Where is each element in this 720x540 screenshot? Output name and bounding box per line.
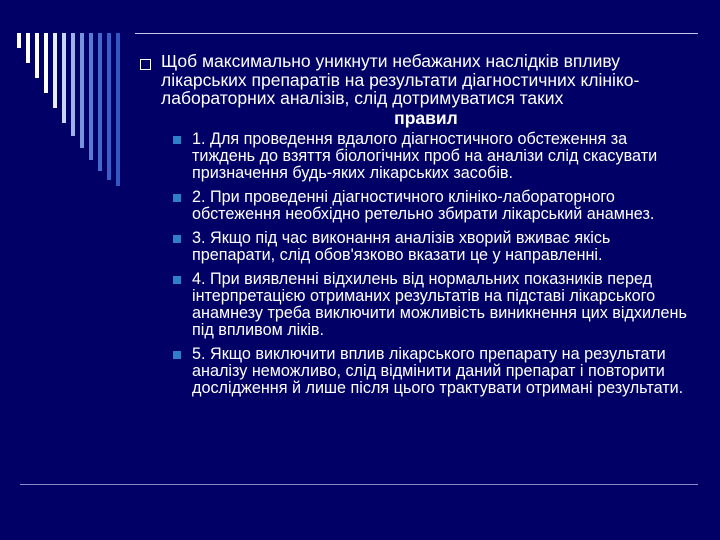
decorative-stripes [17, 33, 137, 188]
sub-bullet-text: 5. Якщо виключити вплив лікарського препарату на результати аналізу неможливо, слід відмінити даний препарат і повторити дослідження й лише після цього трактувати отримані результати. [192, 345, 684, 397]
list-item [173, 131, 710, 182]
sub-bullet-text: 3. Якщо під час виконання аналізів хворий вживає якісь препарати, слід обов'язково вказати це у направленні. [192, 229, 611, 264]
main-bullet [140, 52, 710, 127]
filled-square-icon [173, 235, 181, 243]
list-item [173, 271, 710, 339]
bottom-rule [20, 484, 698, 485]
list-item [173, 230, 710, 264]
top-rule [135, 33, 698, 34]
filled-square-icon [173, 194, 181, 202]
sub-bullet-list [140, 131, 710, 397]
main-bullet-text: Щоб максимально уникнути небажаних наслідків впливу лікарських препаратів на результати діагностичних клініко-лабораторних аналізів, слід дотримуватися таких [161, 51, 640, 108]
filled-square-icon [173, 136, 181, 144]
list-item [173, 346, 710, 397]
filled-square-icon [173, 276, 181, 284]
main-bullet-text-block [161, 52, 691, 127]
sub-bullet-text: 2. При проведенні діагностичного клініко-лабораторного обстеження необхідно ретельно збирати лікарський анамнез. [192, 188, 655, 223]
filled-square-icon [173, 351, 181, 359]
slide-content [140, 52, 710, 404]
sub-bullet-text: 1. Для проведення вдалого діагностичного обстеження за тиждень до взяття біологічних проб на аналізи слід скасувати призначення будь-яких лікарських засобів. [192, 130, 658, 182]
sub-bullet-text: 4. При виявленні відхилень від нормальних показників перед інтерпретацією отриманих результатів на підставі лікарського анамнезу треба виключити можливість виникнення цих відхилень під впливом ліків. [192, 270, 687, 339]
list-item [173, 189, 710, 223]
hollow-square-icon [140, 59, 151, 70]
main-bullet-emphasis: правил [394, 107, 458, 128]
